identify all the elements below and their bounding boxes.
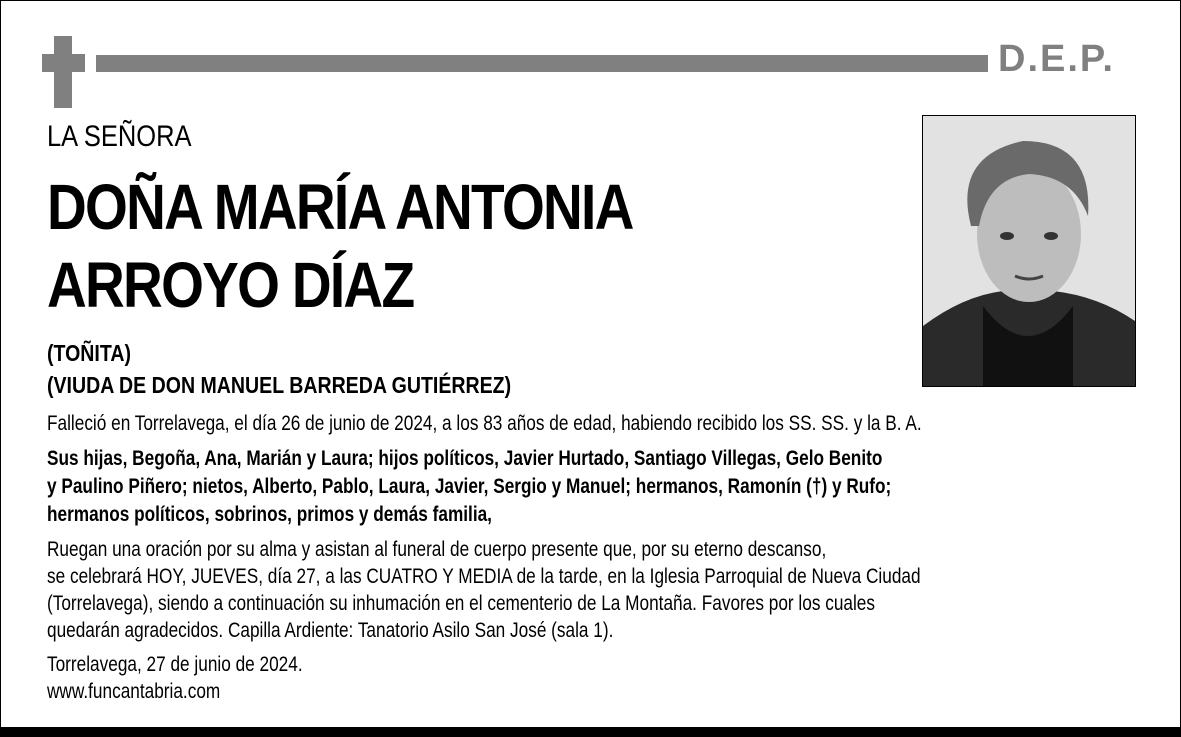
cross-icon [54, 36, 72, 108]
website-link[interactable]: www.funcantabria.com [47, 680, 221, 703]
deceased-name-line-1: DOÑA MARÍA ANTONIA [47, 171, 633, 243]
funeral-line: (Torrelavega), siendo a continuación su inhumación en el cementerio de La Montaña. Favores por los cuales [47, 592, 875, 615]
family-line: Sus hijas, Begoña, Ana, Marián y Laura; hijos políticos, Javier Hurtado, Santiago Villegas, Gelo Benito [47, 447, 883, 470]
intro-label: LA SEÑORA [47, 120, 192, 153]
header-rule [96, 55, 988, 72]
funeral-line: Ruegan una oración por su alma y asistan al funeral de cuerpo presente que, por su eterno descanso, [47, 538, 827, 561]
funeral-line: se celebrará HOY, JUEVES, día 27, a las CUATRO Y MEDIA de la tarde, en la Iglesia Parroquial de Nueva Ciudad [47, 565, 921, 588]
deceased-name-line-2: ARROYO DÍAZ [47, 249, 414, 321]
funeral-line: quedarán agradecidos. Capilla Ardiente: Tanatorio Asilo San José (sala 1). [47, 619, 614, 642]
cross-icon-arm [42, 54, 85, 72]
widow-of: (VIUDA DE DON MANUEL BARREDA GUTIÉRREZ) [47, 372, 512, 398]
portrait-photo [922, 115, 1136, 387]
family-line: y Paulino Piñero; nietos, Alberto, Pablo, Laura, Javier, Sergio y Manuel; hermanos, Ramonín (†) y Rufo; [47, 475, 892, 498]
bottom-bar [0, 727, 1181, 737]
death-notice: Falleció en Torrelavega, el día 26 de junio de 2024, a los 83 años de edad, habiendo recibido los SS. SS. y la B. A. [47, 412, 922, 435]
nickname: (TOÑITA) [47, 340, 131, 366]
place-date: Torrelavega, 27 de junio de 2024. [47, 653, 303, 676]
dep-label: D.E.P. [998, 38, 1115, 80]
family-line: hermanos políticos, sobrinos, primos y demás familia, [47, 503, 492, 526]
